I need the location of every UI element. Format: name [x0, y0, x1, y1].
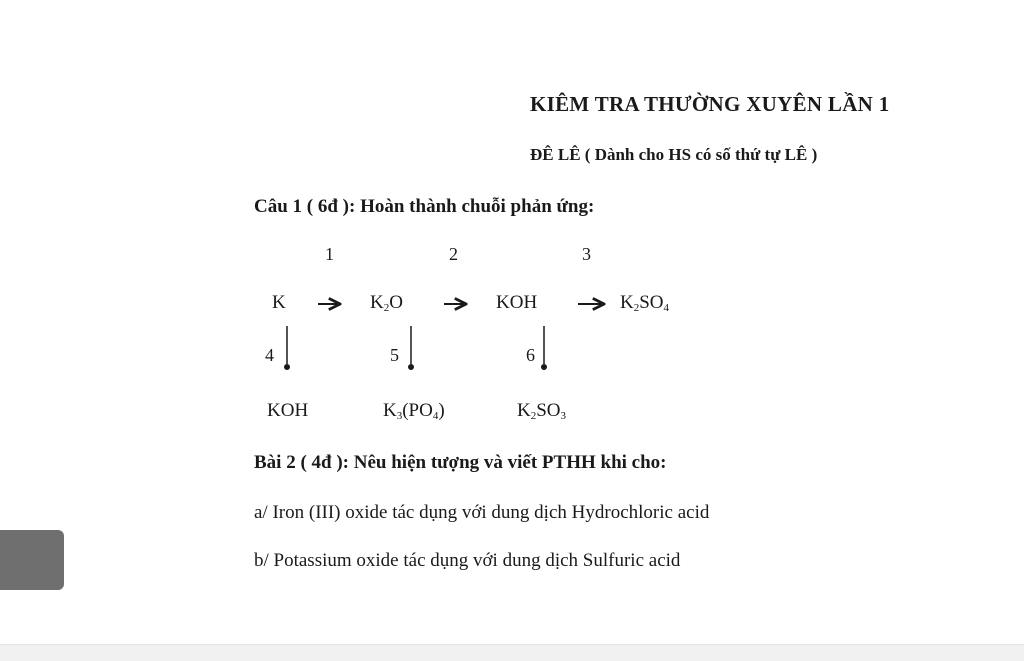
- branch-number-5: 5: [390, 345, 399, 365]
- branch-number-4: 4: [265, 345, 274, 365]
- chain-k2so4-base: K: [620, 292, 634, 313]
- branch-number-6: 6: [526, 345, 535, 365]
- question-2-item-a: a/ Iron (III) oxide tác dụng với dung dịch Hydrochloric acid: [254, 502, 710, 523]
- page-subtitle: ĐÊ LÊ ( Dành cho HS có số thứ tự LÊ ): [530, 145, 818, 164]
- chain-k2o-sub: 2: [383, 302, 390, 314]
- product-k3po4-sub2: 4: [432, 410, 439, 422]
- chain-k2o-tail: O: [389, 292, 403, 313]
- step-number-2: 2: [449, 244, 458, 264]
- product-k3po4-tail: (PO: [402, 400, 433, 421]
- product-k3po4-base: K: [383, 400, 397, 421]
- arrow-down-6-tip: [541, 364, 547, 370]
- product-k3po4-sub: 3: [396, 410, 403, 422]
- chain-k-base: K: [272, 292, 286, 313]
- chain-koh-base: KOH: [496, 292, 538, 313]
- question-2-item-b: b/ Potassium oxide tác dụng với dung dịch Sulfuric acid: [254, 550, 681, 571]
- product-k2so3-sub2: 3: [560, 410, 567, 422]
- step-number-1: 1: [325, 244, 334, 264]
- page-title: KIÊM TRA THƯỜNG XUYÊN LẦN 1: [530, 92, 890, 116]
- question-2-heading: Bài 2 ( 4đ ): Nêu hiện tượng và viết PTHH khi cho:: [254, 452, 667, 473]
- chain-k2so4-sub2: 4: [663, 302, 670, 314]
- product-koh-base: KOH: [267, 400, 309, 421]
- product-k2so3-sub: 2: [530, 410, 537, 422]
- chain-k2so4-tail: SO: [639, 292, 664, 313]
- chain-k2o-base: K: [370, 292, 384, 313]
- arrow-down-5-tip: [408, 364, 414, 370]
- step-number-3: 3: [582, 244, 591, 264]
- product-k2so3-base: K: [517, 400, 531, 421]
- arrow-down-4-tip: [284, 364, 290, 370]
- chain-k2so4-sub: 2: [633, 302, 640, 314]
- product-k3po4-tail2: ): [438, 400, 445, 421]
- question-1-heading: Câu 1 ( 6đ ): Hoàn thành chuỗi phản ứng:: [254, 196, 595, 217]
- product-k2so3-tail: SO: [536, 400, 561, 421]
